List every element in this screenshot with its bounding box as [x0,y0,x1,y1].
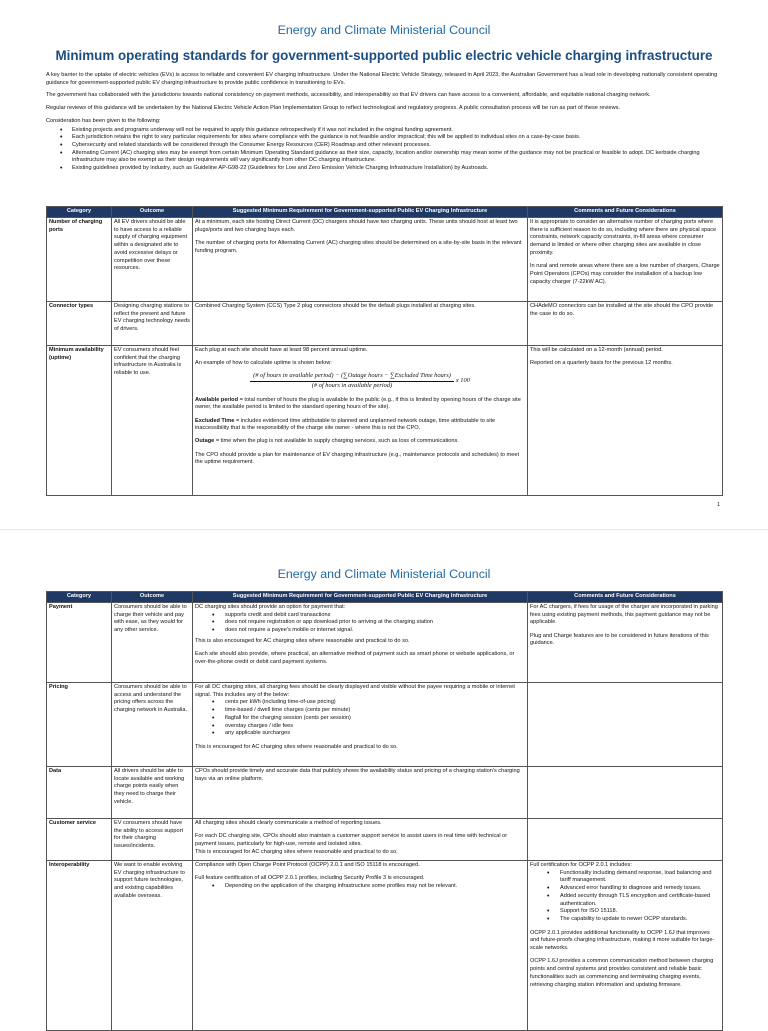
row-outcome: EV consumers should have the ability to access support for their charging issues/incidents. [112,819,193,861]
row-requirement [193,819,528,861]
term-definition: = time when the plug is not available to supply charging services, such as loss of communications. [214,438,459,445]
row-category: Interoperability [47,861,112,1031]
req-paragraph [195,438,525,446]
term-label: Outage [195,438,215,445]
row-outcome: Consumers should be able to access and understand the pricing offers across the charging network in Australia. [112,683,193,767]
intro-paragraph: Regular reviews of this guidance will be undertaken by the National Electric Vehicle Action Plan Implementation Group to reflect technological and regulatory progress. A public consultation process will be run as part of these reviews. [46,105,620,112]
table-row [47,767,723,819]
req-paragraph: Each site should also provide, where practical, an alternative method of payment such as smart phone or website applications, or over-the-phone credit or debit card payment systems. [195,651,515,665]
row-requirement [193,603,528,683]
req-paragraph: The number of charging ports for Alternating Current (AC) charging sites should be determined on a site-by-site basis in the relevant funding program. [195,239,522,254]
row-category: Number of charging ports [47,218,112,302]
req-paragraph: This is also encouraged for AC charging sites where reasonable and practical to do so. [195,637,410,644]
council-header: Energy and Climate Ministerial Council [277,567,491,581]
consideration-item: • Each jurisdiction retains the right to vary particular requirements for sites where compliance with the guidance is not feasible and/or impractical; this will be applied to individual sites on a case-by-case basis. [52,134,722,142]
row-comments [528,603,723,683]
req-intro: DC charging sites should provide an option for payment that: [195,604,346,610]
req-item: • does not require a payee's mobile or internet signal. [211,627,525,635]
row-requirement [193,683,528,767]
row-requirement: Combined Charging System (CCS) Type 2 plug connectors should be the default plugs installed at charging sites. [193,302,528,346]
row-comments [528,683,723,767]
row-category: Minimum availability (uptime) [47,346,112,496]
standards-table-1 [46,206,723,496]
req-paragraph: This is encouraged for AC charging sites where reasonable and practical to do so. [195,744,398,751]
header-comments: Comments and Future Considerations [528,207,723,218]
term-label: Excluded Time [195,417,235,424]
req-paragraph: An example of how to calculate uptime is shown below: [195,360,332,367]
intro-section [46,72,722,173]
table-row [47,218,723,302]
req-list [211,612,525,635]
formula-denominator: (# of hours in available period) [311,381,393,389]
comment-item: • The capability to update to newer OCPP standards. [546,916,720,924]
page-title: Minimum operating standards for government-supported public electric vehicle charging infrastructure [55,48,713,63]
table-row [47,346,723,496]
req-paragraph [195,418,525,433]
row-category: Connector types [47,302,112,346]
table-row [47,302,723,346]
header-category: Category [47,207,112,218]
row-outcome: EV consumers should feel confident that the charging infrastructure in Australia is reliable to use. [112,346,193,496]
header-category: Category [47,592,112,603]
req-paragraph: The CPO should provide a plan for maintenance of EV charging infrastructure (e.g., maintenance protocols and schedules) to meet the uptime requirement. [195,451,519,466]
consideration-item: • Cybersecurity and related standards will be considered through the Consumer Energy Resources (CER) Roadmap and other relevant processes. [52,142,722,150]
comment-item: • Functionality including demand response, load balancing and tariff management. [546,870,720,885]
row-comments: CHAdeMO connectors can be installed at the site should the CPO provide the case to do so. [528,302,723,346]
req-item: • flagfall for the charging session (cents per session) [211,715,525,723]
term-label: Available period [195,396,239,403]
req-paragraph: Full feature certification of all OCPP 2.0.1 profiles, including Security Profile 3 is encouraged. [195,875,425,882]
formula-numerator: (# of hours in available period) − (∑Outage hours − ∑Excluded Time hours) [250,372,454,382]
header-requirement: Suggested Minimum Requirement for Government-supported Public EV Charging Infrastructure [193,592,528,603]
document-page-2 [0,537,768,1024]
req-paragraph: At a minimum, each site hosting Direct Current (DC) chargers should have two charging units. These units should host at least two plugs/ports and two charging bays each. [195,219,518,233]
formula-multiplier: x 100 [455,376,470,384]
comment-paragraph: OCPP 2.0.1 provides additional functionality to OCPP 1.6J that improves and future-proofs charging infrastructure, making it more suitable for large-scale networks. [530,929,715,952]
comment-paragraph: Reported on a quarterly basis for the previous 12 months. [530,360,673,367]
row-comments [528,861,723,1031]
page-separator [0,529,768,530]
term-definition: = includes evidenced time attributable to planned and unplanned network outage, time attributable to site inaccessibility that is the responsibility of the charge site owner - where this is not the CPO. [195,417,496,432]
row-requirement: CPOs should provide timely and accurate data that publicly shows the availability status and pricing of a charging station's charging bays via an online platform. [193,767,528,819]
comment-intro: Full certification for OCPP 2.0.1 includes: [530,862,632,868]
page-number: 1 [716,502,720,508]
row-requirement [193,861,528,1031]
row-comments [528,218,723,302]
table-row [47,683,723,767]
req-list [211,883,525,891]
header-outcome: Outcome [112,592,193,603]
header-requirement: Suggested Minimum Requirement for Government-supported Public EV Charging Infrastructure [193,207,528,218]
comment-item: • Advanced error handling to diagnose and remedy issues. [546,885,720,893]
table-header-row [47,207,723,218]
req-paragraph: For each DC charging site, CPOs should also maintain a customer support service to assist users in real time with technical or payment issues, particularly for high-use, remote and isolated sites. [195,833,508,847]
req-paragraph: Each plug at each site should have at least 98 percent annual uptime. [195,347,368,353]
comment-paragraph: OCPP 1.6J provides a common communication method between charging points and central systems and provides consistent and reliable basic functionalities such as commencing and terminating charging events, retrieving charging station information and updating firmware. [530,958,714,988]
intro-paragraph: A key barrier to the uptake of electric vehicles (EVs) is access to reliable and convenient EV charging infrastructure. Under the National Electric Vehicle Strategy, released in April 2023, the Australian Government has a lead role in developing nationally consistent operating guidance for government-supported public EV charging infrastructure to provide public confidence in transitioning to EVs. [46,72,718,86]
row-outcome: All drivers should be able to locate available and working charge points easily when they need to charge their vehicle. [112,767,193,819]
term-definition: = total number of hours the plug is available to the public (e.g., if this is limited by opening hours of the charge site owner, the available period is limited to the standard opening hours of the site). [195,396,521,411]
council-header: Energy and Climate Ministerial Council [277,23,491,37]
row-comments [528,346,723,496]
req-paragraph: Compliance with Open Charge Point Protocol (OCPP) 2.0.1 and ISO 15118 is encouraged. [195,862,420,868]
uptime-formula [195,372,525,391]
table-header-row [47,592,723,603]
req-item: • does not require registration or app download prior to arriving at the charging station [211,619,525,627]
req-paragraph: This is encouraged for AC charging sites where reasonable and practical to do so. [195,848,398,855]
req-item: • overstay charges / idle fees [211,723,525,731]
comment-paragraph: It is appropriate to consider an alternative number of charging ports where there is sufficient reason to do so, including where there are physical space constraints, network capacity constraints, in-fill areas where consumer demand is limited or where other charging sites are available in close proximity. [530,219,717,256]
req-item: • time-based / dwell time charges (cents per minute) [211,707,525,715]
req-list [211,699,525,738]
req-intro: For all DC charging sites, all charging fees should be clearly displayed and visible without the payee requiring a mobile or internet signal. This includes any of the below: [195,684,515,698]
consideration-item: • Existing projects and programs underway will not be required to apply this guidance retrospectively if it was not included in the original funding agreement. [52,127,722,135]
table-row [47,861,723,1031]
comment-paragraph: In rural and remote areas where there are a low number of chargers, Charge Point Operators (CPOs) may consider the installation of a backup low capacity charger (7-22kW AC). [530,263,720,285]
standards-table-2 [46,591,723,1031]
req-item: • any applicable surcharges [211,730,525,738]
comment-paragraph: For AC chargers, if fees for usage of the charger are incorporated in parking fees using existing payment methods, this payment guidance may not be applicable. [530,604,718,626]
req-item: • cents per kWh (including time-of-use pricing) [211,699,525,707]
row-requirement [193,346,528,496]
row-category: Payment [47,603,112,683]
row-category: Data [47,767,112,819]
comment-paragraph: This will be calculated on a 12-month (annual) period. [530,347,663,353]
consideration-list [52,127,722,173]
comment-item: • Added security through TLS encryption and certificate-based authentication. [546,893,720,908]
req-paragraph: All charging sites should clearly communicate a method of reporting issues. [195,820,382,826]
row-comments [528,819,723,861]
consideration-label: Consideration has been given to the following: [46,117,161,124]
req-item: • Depending on the application of the charging infrastructure some profiles may not be relevant. [211,883,525,891]
row-outcome: All EV drivers should be able to have access to a reliable supply of charging equipment within a designated site to avoid excessive delays or competition over these resources. [112,218,193,302]
req-paragraph [195,397,525,412]
table-row [47,603,723,683]
table-row [47,819,723,861]
row-outcome: Consumers should be able to charge their vehicle and pay with ease, as they would for any other service. [112,603,193,683]
row-outcome: We want to enable evolving EV charging infrastructure to support future technologies, and existing capabilities available overseas. [112,861,193,1031]
comment-paragraph: Plug and Charge features are to be considered in future iterations of this guidance. [530,632,709,647]
row-category: Pricing [47,683,112,767]
req-item: • supports credit and debit card transactions [211,612,525,620]
row-requirement [193,218,528,302]
comment-list [546,870,720,924]
header-outcome: Outcome [112,207,193,218]
intro-paragraph: The government has collaborated with the jurisdictions towards national consistency on payment methods, accessibility, and interoperability so that EV drivers can have access to a convenient, affordable, and equitable national charging network. [46,92,651,99]
consideration-item: • Existing guidelines provided by industry, such as Guideline AP-G98-22 (Guidelines for Low and Zero Emission Vehicle Charging Infrastructure Installation) by Austroads. [52,165,722,173]
header-comments: Comments and Future Considerations [528,592,723,603]
row-outcome: Designing charging stations to reflect the present and future EV charging technology needs of drivers. [112,302,193,346]
row-comments [528,767,723,819]
consideration-item: • Alternating Current (AC) charging sites may be exempt from certain Minimum Operating Standard guidance as their size, capacity, location and/or ownership may mean some of the guidance may not be practical or feasible to adopt. DC kerbside charging infrastructure may also be exempt as their design requirements will vary significantly from other DC charging infrastructure. [52,150,722,165]
row-category: Customer service [47,819,112,861]
comment-item: • Support for ISO 15118. [546,908,720,916]
